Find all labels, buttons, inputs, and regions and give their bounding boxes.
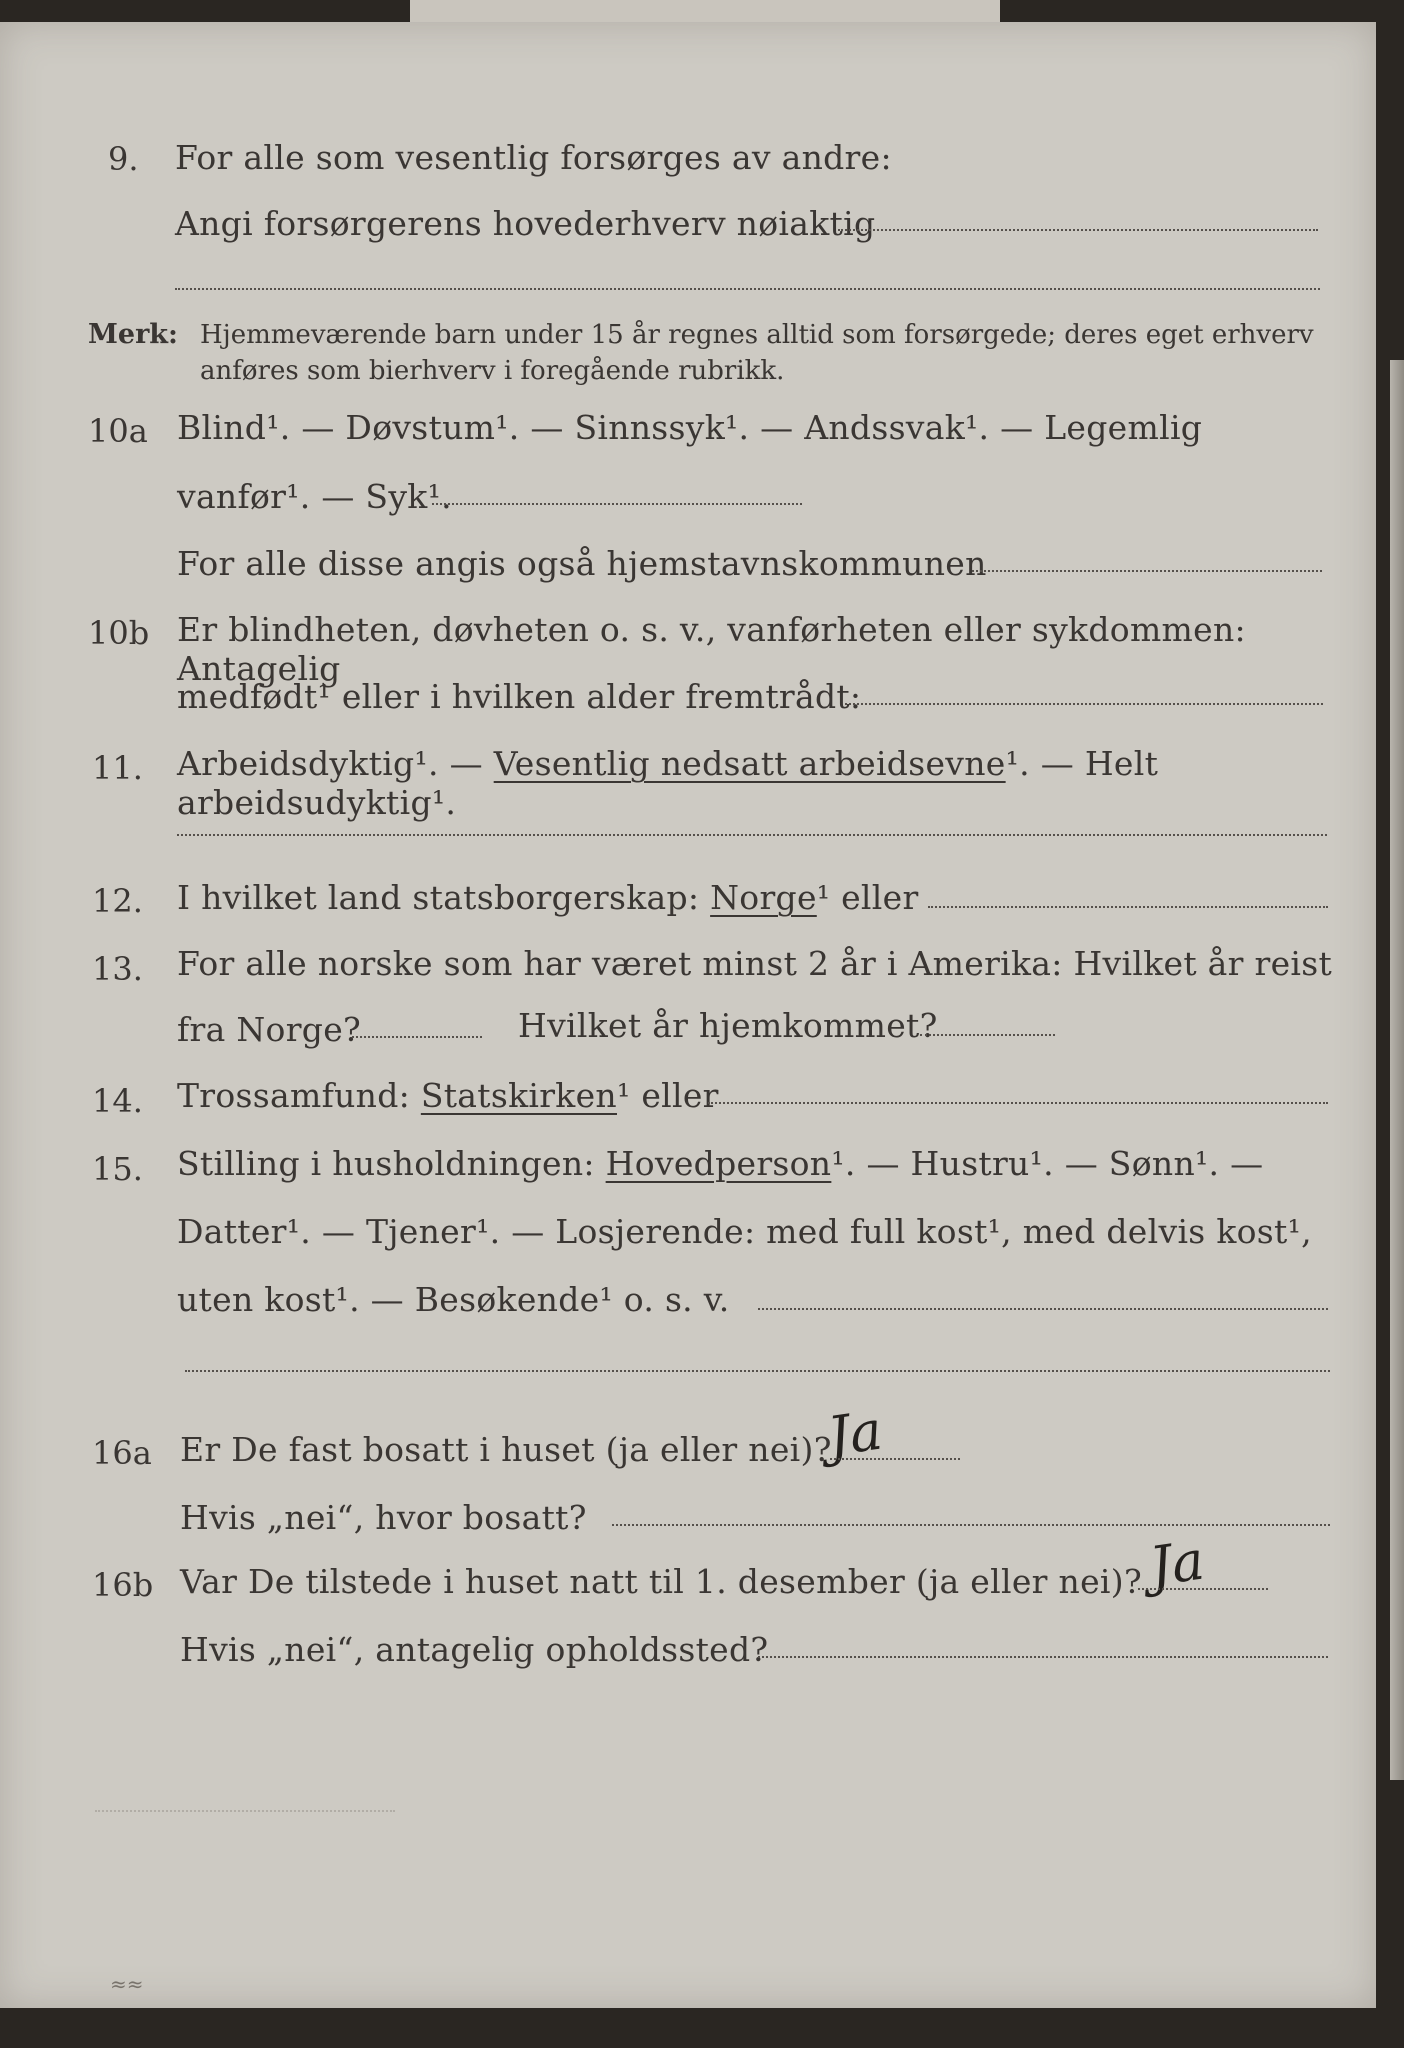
paper-edge-shadow — [1390, 360, 1404, 1780]
question-14-prompt: Trossamfund: — [177, 1076, 421, 1115]
note-label: Merk: — [88, 319, 178, 350]
question-16a-number: 16a — [92, 1434, 152, 1472]
answer-line-16a[interactable] — [830, 1458, 960, 1460]
question-12-text — [177, 878, 919, 917]
option-arbeidsdyktig[interactable]: Arbeidsdyktig¹. — — [177, 744, 494, 783]
question-10b-line-1: Er blindheten, døvheten o. s. v., vanførheten eller sykdommen: Antagelig — [177, 610, 1246, 688]
option-vesentlig-nedsatt-underlined[interactable]: Vesentlig nedsatt arbeidsevne — [493, 744, 1006, 783]
question-10b-number: 10b — [88, 614, 150, 652]
question-10a-line-3: For alle disse angis også hjemstavnskommunen — [177, 544, 987, 583]
question-10a-line-2: vanfør¹. — Syk¹. — [177, 477, 452, 516]
answer-line-15a[interactable] — [758, 1308, 1328, 1310]
question-15-options: ¹. — Hustru¹. — Sønn¹. — — [831, 1144, 1264, 1183]
question-16b-line-2: Hvis „nei“, antagelig opholdssted? — [180, 1630, 769, 1669]
answer-line-10a-municipality[interactable] — [972, 570, 1322, 572]
question-11-number: 11. — [92, 749, 143, 787]
question-15-line-1 — [177, 1144, 1263, 1183]
question-10a-line-1: Blind¹. — Døvstum¹. — Sinnssyk¹. — Andssvak¹. — Legemlig — [177, 408, 1203, 447]
question-12-suffix: ¹ eller — [816, 878, 919, 917]
answer-line-10a-sick[interactable] — [432, 503, 802, 505]
question-12-number: 12. — [92, 882, 143, 920]
question-14-suffix: ¹ eller — [617, 1076, 719, 1115]
answer-line-9b[interactable] — [175, 288, 1320, 290]
answer-line-13-departure[interactable] — [352, 1036, 482, 1038]
faint-pencil-mark: ≈≈ — [110, 1972, 144, 1996]
faint-bottom-line — [95, 1810, 395, 1812]
answer-line-11[interactable] — [177, 834, 1327, 836]
option-statskirken-underlined[interactable]: Statskirken — [420, 1076, 617, 1115]
question-16a-line-1: Er De fast bosatt i huset (ja eller nei)? — [180, 1430, 832, 1469]
answer-line-14[interactable] — [708, 1102, 1328, 1104]
question-13-line-1: For alle norske som har været minst 2 år i Amerika: Hvilket år reist — [177, 944, 1333, 983]
question-9-line-1: For alle som vesentlig forsørges av andre: — [175, 138, 892, 177]
option-norge-underlined[interactable]: Norge — [710, 878, 817, 917]
answer-line-9a[interactable] — [838, 229, 1318, 231]
question-15-number: 15. — [92, 1150, 143, 1188]
answer-line-16b[interactable] — [1138, 1588, 1268, 1590]
question-13-number: 13. — [92, 950, 143, 988]
question-9-number: 9. — [108, 140, 139, 178]
answer-line-15b[interactable] — [185, 1370, 1330, 1372]
census-form-page — [0, 22, 1376, 2008]
question-15-line-2: Datter¹. — Tjener¹. — Losjerende: med full kost¹, med delvis kost¹, — [177, 1212, 1312, 1251]
question-13-line-2b: Hvilket år hjemkommet? — [518, 1006, 938, 1045]
question-16a-line-2: Hvis „nei“, hvor bosatt? — [180, 1498, 587, 1537]
question-11-text — [177, 744, 1376, 822]
answer-line-16a-where[interactable] — [612, 1524, 1330, 1526]
note-line-2: anføres som bierhverv i foregående rubrikk. — [200, 356, 785, 386]
answer-line-16b-location[interactable] — [758, 1656, 1328, 1658]
handwritten-answer-16b: Ja — [1145, 1528, 1208, 1599]
question-15-line-3: uten kost¹. — Besøkende¹ o. s. v. — [177, 1280, 730, 1319]
answer-line-13-return[interactable] — [920, 1034, 1055, 1036]
answer-line-12[interactable] — [928, 906, 1328, 908]
question-9-line-2: Angi forsørgerens hovederhverv nøiaktig — [175, 204, 876, 243]
option-helt-arbeidsudyktig[interactable]: ¹. — Helt arbeidsudyktig¹. — [177, 744, 1159, 822]
question-13-line-2a: fra Norge? — [177, 1010, 362, 1049]
answer-line-10b[interactable] — [845, 703, 1323, 705]
question-14-number: 14. — [92, 1082, 143, 1120]
question-15-prompt: Stilling i husholdningen: — [177, 1144, 606, 1183]
question-10b-line-2: medfødt¹ eller i hvilken alder fremtrådt: — [177, 677, 862, 716]
question-14-text — [177, 1076, 719, 1115]
question-16b-line-1: Var De tilstede i huset natt til 1. desember (ja eller nei)? — [180, 1562, 1142, 1601]
note-line-1: Hjemmeværende barn under 15 år regnes alltid som forsørgede; deres eget erhverv — [200, 320, 1314, 350]
question-16b-number: 16b — [92, 1566, 154, 1604]
question-10a-number: 10a — [88, 412, 148, 450]
question-12-prompt: I hvilket land statsborgerskap: — [177, 878, 711, 917]
handwritten-answer-16a: Ja — [823, 1398, 886, 1469]
option-hovedperson-underlined[interactable]: Hovedperson — [605, 1144, 832, 1183]
